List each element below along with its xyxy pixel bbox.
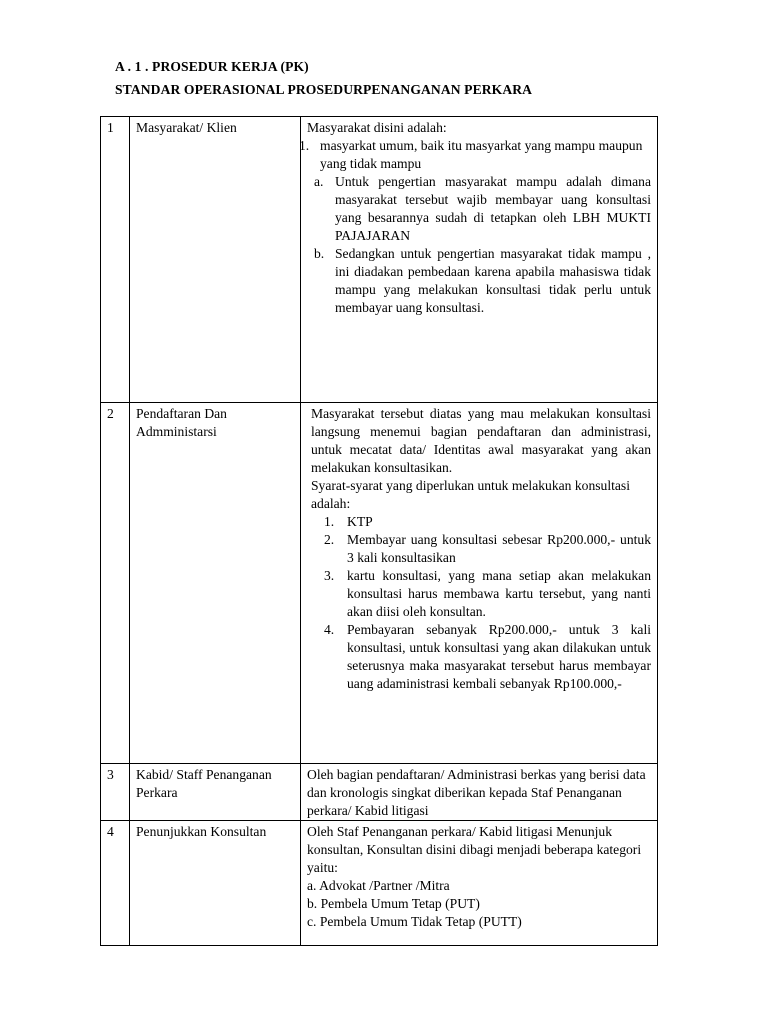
- description-paragraph: Oleh Staf Penanganan perkara/ Kabid litigasi Menunjuk konsultan, Konsultan disini dibagi menjadi beberapa kategori yaitu:: [307, 824, 642, 875]
- list-marker: 2.: [324, 532, 335, 547]
- category-line: a. Advokat /Partner /Mitra: [307, 878, 450, 893]
- list-marker: 1.: [324, 514, 335, 529]
- list-marker: 3.: [324, 568, 335, 583]
- row-description: [301, 821, 658, 946]
- table-row: [101, 764, 658, 821]
- list-marker: a.: [314, 174, 324, 189]
- row-title: Pendaftaran Dan Admministarsi: [130, 403, 301, 764]
- table-row: [101, 403, 658, 764]
- sub-list-item: [311, 173, 651, 245]
- row-number: 4: [101, 821, 130, 946]
- list-marker: 1.: [299, 138, 310, 153]
- row-number: 2: [101, 403, 130, 764]
- list-marker: b.: [314, 246, 325, 261]
- row-title: Masyarakat/ Klien: [130, 117, 301, 403]
- list-text: Sedangkan untuk pengertian masyarakat tidak mampu , ini diadakan pembedaan karena apabila mahasiswa tidak mampu yang melakukan konsultasi tidak perlu untuk membayar uang konsultasi.: [335, 246, 651, 315]
- list-item: [324, 621, 651, 693]
- table-row: [101, 117, 658, 403]
- category-line: b. Pembela Umum Tetap (PUT): [307, 896, 480, 911]
- row-title: Kabid/ Staff Penanganan Perkara: [130, 764, 301, 821]
- description-paragraph: Syarat-syarat yang diperlukan untuk melakukan konsultasi adalah:: [311, 478, 630, 511]
- row-number: 1: [101, 117, 130, 403]
- procedure-table: [100, 116, 658, 946]
- list-text: Untuk pengertian masyarakat mampu adalah dimana masyarakat tersebut wajib membayar uang konsultasi yang besarannya sudah di tetapkan oleh LBH MUKTI PAJAJARAN: [335, 174, 651, 243]
- row-title: Penunjukkan Konsultan: [130, 821, 301, 946]
- row-description: [301, 403, 658, 764]
- sub-list-item: [311, 245, 651, 317]
- table-row: [101, 821, 658, 946]
- list-text: KTP: [347, 514, 373, 529]
- list-item: [324, 513, 651, 531]
- list-text: Membayar uang konsultasi sebesar Rp200.000,- untuk 3 kali konsultasikan: [347, 532, 651, 565]
- list-item: [324, 531, 651, 567]
- list-text: kartu konsultasi, yang mana setiap akan melakukan konsultasi harus membawa kartu tersebut, yang nanti akan diisi oleh konsultan.: [347, 568, 651, 619]
- list-item: [324, 567, 651, 621]
- document-heading-line2: STANDAR OPERASIONAL PROSEDURPENANGANAN PERKARA: [115, 82, 533, 97]
- list-text: Pembayaran sebanyak Rp200.000,- untuk 3 kali konsultasi, untuk konsultasi yang akan dilakukan untuk seterusnya maka masyarakat tersebut harus membayar uang adaministrasi kembali sebanyak Rp100.000,-: [347, 622, 651, 691]
- category-line: c. Pembela Umum Tidak Tetap (PUTT): [307, 914, 522, 929]
- document-heading-line1: A . 1 . PROSEDUR KERJA (PK): [115, 59, 309, 74]
- row-number: 3: [101, 764, 130, 821]
- row-description: [301, 117, 658, 403]
- description-intro: Masyarakat disini adalah:: [307, 120, 447, 135]
- row-description: Oleh bagian pendaftaran/ Administrasi berkas yang berisi data dan kronologis singkat diberikan kepada Staf Penanganan perkara/ Kabid litigasi: [301, 764, 658, 821]
- list-text: masyarkat umum, baik itu masyarkat yang mampu maupun yang tidak mampu: [320, 138, 643, 171]
- list-item: [299, 137, 651, 173]
- list-marker: 4.: [324, 622, 335, 637]
- description-paragraph: Masyarakat tersebut diatas yang mau melakukan konsultasi langsung menemui bagian pendaftaran dan administrasi, untuk mecatat data/ Identitas awal masyarakat yang akan melakukan konsultasikan.: [311, 406, 651, 475]
